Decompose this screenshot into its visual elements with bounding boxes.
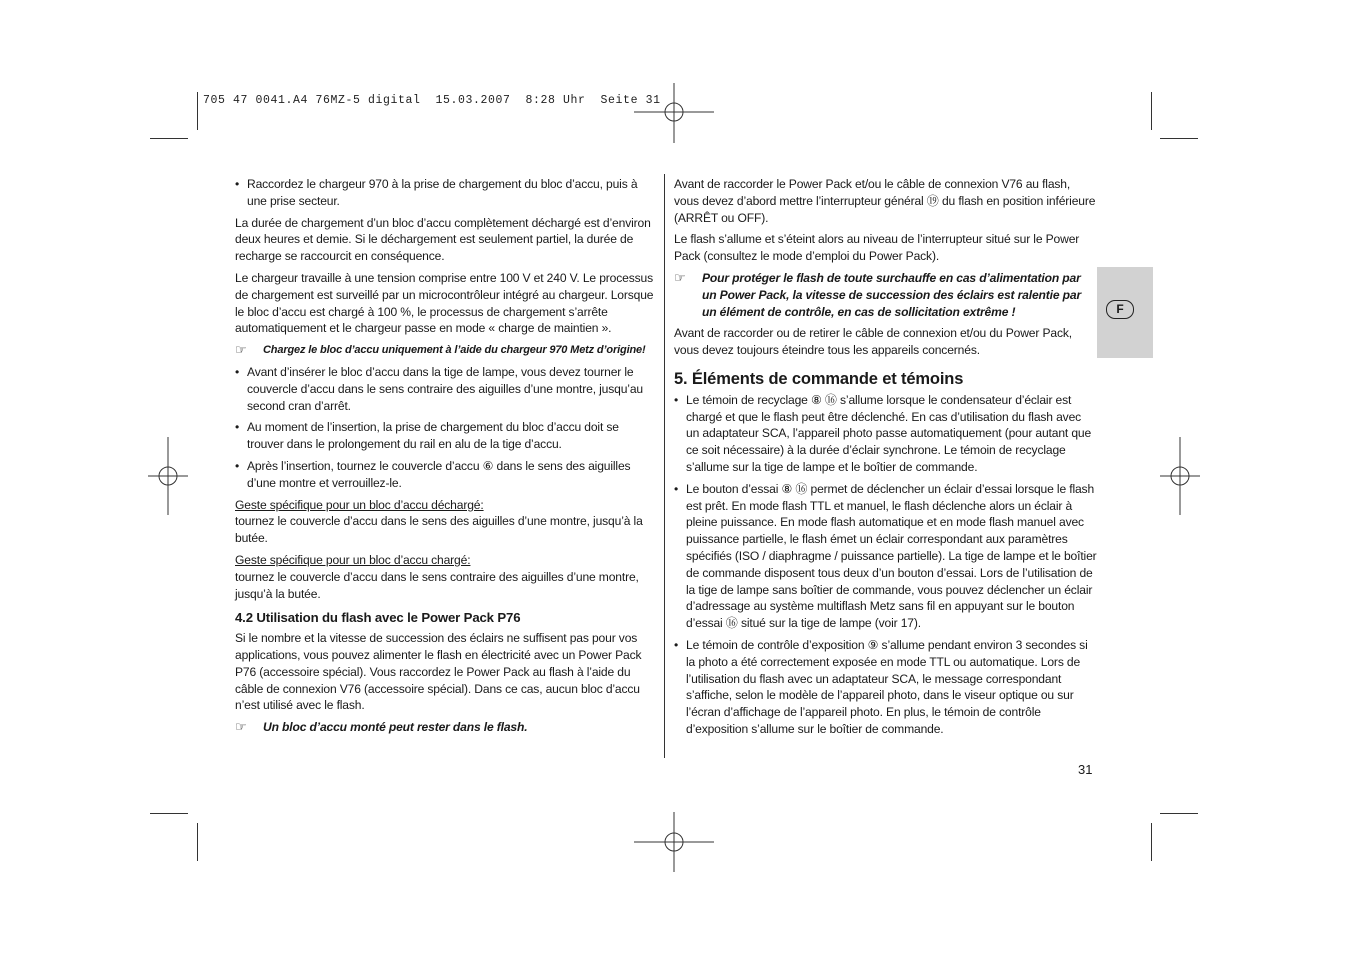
language-tab-label: F xyxy=(1106,300,1134,319)
language-tab xyxy=(1097,267,1153,358)
left-column xyxy=(235,176,658,741)
page-number: 31 xyxy=(1078,762,1093,777)
list-item: • Après l’insertion, tournez le couvercle d’accu ⑥ dans le sens des aiguilles d’une montre et verrouillez-le. xyxy=(235,458,631,490)
column-divider xyxy=(664,174,665,758)
registration-mark-right xyxy=(1160,437,1200,515)
paragraph xyxy=(235,497,658,514)
paragraph: tournez le couvercle d’accu dans le sens des aiguilles d’une montre, jusqu’à la butée. xyxy=(235,514,643,546)
list-item: • Le témoin de contrôle d’exposition ⑨ s’allume pendant environ 3 secondes si la photo a été correctement exposée en mode TTL ou automatique. Lors de l’utilisation du flash avec un adaptateur SCA, le message correspondant s’affiche, selon le modèle de l’appareil photo, dans le viseur optique ou sur l’écran d’affichage de l’appareil photo. En plus, le témoin de contrôle d’exposition s’allume sur le boîtier de commande. xyxy=(674,637,1088,736)
section-heading: 4.2 Utilisation du flash avec le Power Pack P76 xyxy=(235,610,521,626)
section-heading: 5. Éléments de commande et témoins xyxy=(674,369,964,388)
subheading: Geste spécifique pour un bloc d’accu déchargé: xyxy=(235,497,484,512)
list-item: • Raccordez le chargeur 970 à la prise de chargement du bloc d’accu, puis à une prise secteur. xyxy=(235,177,638,208)
paragraph: Avant de raccorder ou de retirer le câble de connexion et/ou du Power Pack, vous devez toujours éteindre tous les appareils concernés. xyxy=(674,326,1072,358)
registration-mark-left xyxy=(148,437,188,515)
pointing-hand-icon: ☞ xyxy=(235,719,247,735)
right-column xyxy=(674,176,1097,743)
paragraph: Avant de raccorder le Power Pack et/ou le câble de connexion V76 au flash, vous devez d’abord mettre l’interrupteur général ⑲ du flash en position inférieure (ARRÊT ou OFF). xyxy=(674,177,1096,225)
note: ☞ Chargez le bloc d’accu uniquement à l’aide du chargeur 970 Metz d’origine! xyxy=(235,342,646,358)
pointing-hand-icon: ☞ xyxy=(674,269,686,285)
pointing-hand-icon: ☞ xyxy=(235,342,247,358)
list-item: • Le bouton d’essai ⑧ ⑯ permet de déclencher un éclair d’essai lorsque le flash est prêt. En mode flash TTL et manuel, le flash déclenche alors un éclair à pleine puissance. En mode flash automatique et en mode flash manuel avec puissance partielle, le flash émet un éclair correspondant aux paramètres spécifiés (ISO / diaphragme / puissance partielle). La tige de lampe et le boîtier de commande disposent tous deux d’un bouton d’essai. Lors de l’utilisation de la tige de lampe sans boîtier de commande, vous pouvez déclencher un éclair d’adressage au système multiflash Metz sans fil en appuyant sur le bouton d’essai ⑯ situé sur la tige de lampe (voir 17). xyxy=(674,481,1097,631)
paragraph: Le flash s’allume et s’éteint alors au niveau de l’interrupteur situé sur le Power Pack (consultez le mode d’emploi du Power Pack). xyxy=(674,232,1080,264)
subheading: Geste spécifique pour un bloc d’accu chargé: xyxy=(235,552,471,567)
paragraph: Si le nombre et la vitesse de succession des éclairs ne suffisent pas pour vos applications, vous pouvez alimenter le flash en électricité avec un Power Pack P76 (accessoire spécial). Vous raccordez le Power Pack au flash à l’aide du câble de connexion V76 (accessoire spécial). Dans ce cas, aucun bloc d’accu n’est utilisé avec le flash. xyxy=(235,631,642,713)
note: ☞ Pour protéger le flash de toute surchauffe en cas d’alimentation par un Power Pack, la vitesse de succession des éclairs est ralentie par un élément de contrôle, en cas de sollicitation extrême ! xyxy=(674,269,1082,319)
note: ☞ Un bloc d’accu monté peut rester dans le flash. xyxy=(235,719,528,735)
paragraph: La durée de chargement d’un bloc d’accu complètement déchargé est d’environ deux heures et demie. Si le déchargement est seulement partiel, la durée de recharge se raccourcit en conséquence. xyxy=(235,215,651,264)
list-item: • Au moment de l’insertion, la prise de chargement du bloc d’accu doit se trouver dans le prolongement du rail en alu de la tige d’accu. xyxy=(235,420,619,452)
registration-mark-top xyxy=(634,83,714,143)
list-item: • Avant d’insérer le bloc d’accu dans la tige de lampe, vous devez tourner le couvercle d’accu dans le sens contraire des aiguilles d’une montre, jusqu’au second cran d’arrêt. xyxy=(235,364,643,413)
print-header: 705 47 0041.A4 76MZ-5 digital 15.03.2007 8:28 Uhr Seite 31 xyxy=(203,94,661,107)
paragraph: tournez le couvercle d’accu dans le sens contraire des aiguilles d’une montre, jusqu’à la butée. xyxy=(235,569,639,601)
paragraph: Le chargeur travaille à une tension comprise entre 100 V et 240 V. Le processus de chargement est surveillé par un microcontrôleur intégré au chargeur. Lorsque le bloc d’accu est chargé à 100 %, le processus de chargement s’arrête automatiquement et le chargeur passe en mode « charge de maintien ». xyxy=(235,270,654,336)
list-item: • Le témoin de recyclage ⑧ ⑯ s’allume lorsque le condensateur d’éclair est chargé et que le flash peut être déclenché. En cas d’utilisation du flash avec un adaptateur SCA, l’appareil photo passe automatiquement (pour autant que ce soit nécessaire) à la durée d’éclair synchrone. Le témoin de recyclage s’allume sur la tige de lampe et le boîtier de commande. xyxy=(674,392,1092,474)
registration-mark-bottom xyxy=(634,812,714,872)
paragraph xyxy=(235,552,658,569)
